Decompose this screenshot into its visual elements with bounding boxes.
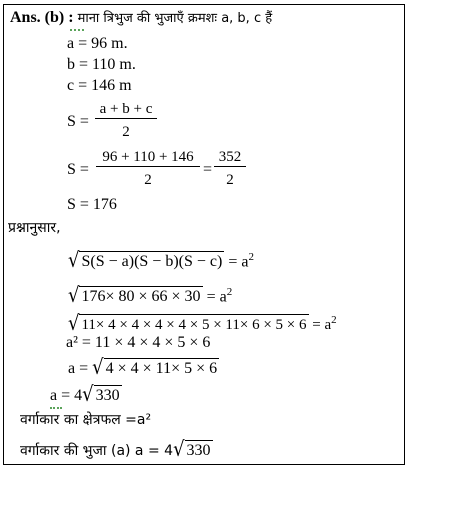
a-simplified-line bbox=[50, 382, 122, 407]
heron-exponent: 2 bbox=[248, 251, 254, 263]
a-squared-line: a² = 11 × 4 × 4 × 5 × 6 bbox=[66, 334, 211, 351]
sqrt-product-2 bbox=[68, 311, 309, 336]
a-root-lhs: a = bbox=[68, 360, 93, 377]
s2-fraction bbox=[96, 148, 200, 189]
s2-denominator: 2 bbox=[144, 172, 152, 188]
spell-underline bbox=[50, 404, 62, 409]
square-side-text: वर्गाकार की भुजा (a) a = 4 bbox=[20, 443, 174, 459]
s2-fraction-2 bbox=[214, 148, 246, 189]
s2-lhs: S = bbox=[67, 161, 89, 178]
fraction-bar bbox=[95, 118, 157, 119]
answer-label: Ans. (b) : bbox=[10, 9, 74, 26]
answer-line bbox=[10, 8, 272, 29]
radical-icon: √ bbox=[68, 248, 80, 273]
product-1-radicand: 176× 80 × 66 × 30 bbox=[81, 288, 201, 306]
product-line-2 bbox=[68, 310, 337, 335]
b-value: b = 110 m. bbox=[67, 56, 136, 73]
c-value: c = 146 m bbox=[67, 77, 132, 94]
square-side-line bbox=[20, 437, 213, 462]
product-2-rhs: = a bbox=[308, 317, 332, 333]
heron-line bbox=[68, 247, 254, 272]
square-area-line: वर्गाकार का क्षेत्रफल =a² bbox=[20, 412, 152, 428]
s2-denominator-2: 2 bbox=[226, 172, 234, 188]
sqrt-product-1 bbox=[68, 283, 203, 308]
s2-numerator: 96 + 110 + 146 bbox=[102, 149, 194, 165]
heron-rhs: = a bbox=[224, 253, 249, 271]
sqrt-a bbox=[92, 355, 219, 380]
product-2-radicand: 11× 4 × 4 × 4 × 4 × 5 × 11× 6 × 5 × 6 bbox=[79, 314, 308, 335]
heron-radicand: S(S − a)(S − b)(S − c) bbox=[81, 253, 223, 271]
sqrt-heron bbox=[68, 248, 224, 273]
sqrt-330 bbox=[82, 382, 121, 407]
product-line-1 bbox=[68, 282, 232, 307]
s2-numerator-2: 352 bbox=[218, 149, 242, 165]
s-lhs: S = bbox=[67, 113, 89, 130]
sqrt-side bbox=[173, 437, 212, 462]
according-to-question: प्रश्नानुसार, bbox=[8, 220, 61, 236]
s-fraction bbox=[95, 100, 157, 141]
a-root-line bbox=[68, 355, 219, 380]
radical-icon: √ bbox=[82, 382, 94, 407]
radical-icon: √ bbox=[92, 355, 104, 380]
s-result: S = 176 bbox=[67, 196, 117, 213]
intro-text: माना त्रिभुज की भुजाएँ क्रमशः a, b, c हैं bbox=[77, 11, 273, 26]
s-denominator: 2 bbox=[122, 124, 130, 140]
radical-icon: √ bbox=[68, 283, 80, 308]
s-numerator: a + b + c bbox=[99, 101, 153, 117]
fraction-bar bbox=[214, 166, 246, 167]
a-simplified-radicand: 330 bbox=[95, 387, 120, 404]
a-root-radicand: 4 × 4 × 11× 5 × 6 bbox=[105, 360, 218, 377]
s2-equals: = bbox=[203, 161, 213, 178]
fraction-bar bbox=[96, 166, 200, 167]
product-2-exponent: 2 bbox=[331, 314, 337, 326]
radical-icon: √ bbox=[68, 311, 80, 336]
side-radicand: 330 bbox=[186, 442, 211, 459]
a-value: a = 96 m. bbox=[67, 35, 128, 52]
spell-underline bbox=[70, 26, 84, 31]
a-simplified-lhs: a = 4 bbox=[50, 387, 83, 404]
product-1-rhs: = a bbox=[202, 288, 227, 306]
product-1-exponent: 2 bbox=[226, 286, 233, 298]
radical-icon: √ bbox=[173, 437, 185, 462]
